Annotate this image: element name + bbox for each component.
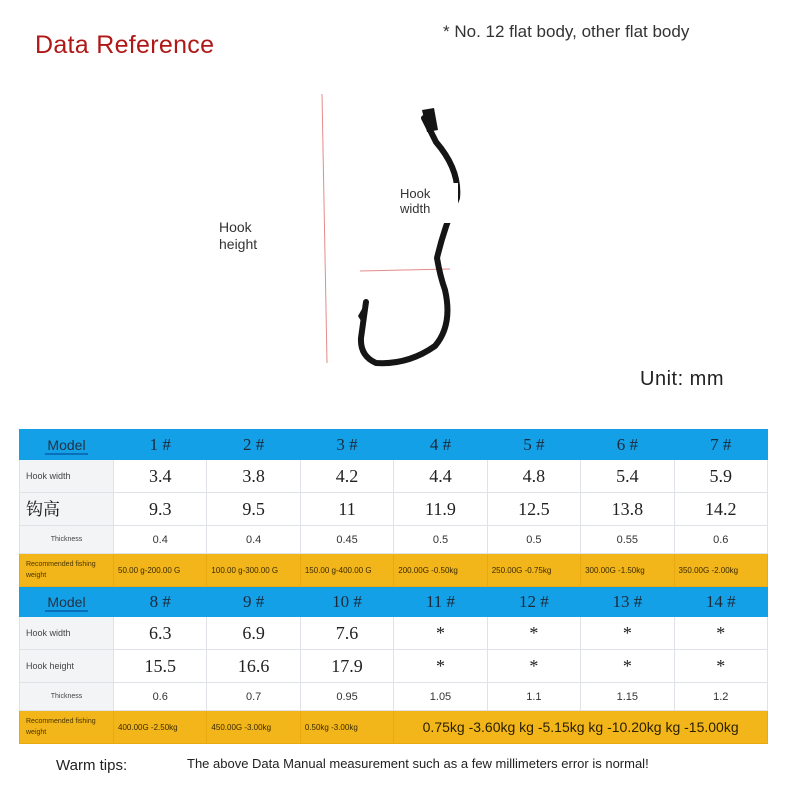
recommended-weight-row (20, 554, 768, 587)
model-cell: 12 # (487, 587, 580, 617)
weight-cell: 300.00G -1.50kg (581, 554, 674, 587)
hook-height-label: Hook height (219, 219, 258, 252)
value-cell: 15.5 (114, 650, 207, 683)
value-cell: 3.4 (114, 460, 207, 493)
row-label: Hook width (20, 460, 114, 493)
model-cell: 1 # (114, 430, 207, 460)
model-header-row (20, 587, 768, 617)
value-cell: 0.6 (114, 683, 207, 711)
value-cell: 1.1 (487, 683, 580, 711)
value-cell: 6.9 (207, 617, 300, 650)
model-cell: 13 # (581, 587, 674, 617)
thickness-row (20, 526, 768, 554)
model-cell: 10 # (300, 587, 393, 617)
value-cell: * (674, 617, 767, 650)
row-label: Thickness (20, 683, 114, 711)
hook-diagram (0, 80, 800, 400)
value-cell: * (581, 650, 674, 683)
row-label: Hook height (20, 650, 114, 683)
value-cell: 0.55 (581, 526, 674, 554)
model-cell: 11 # (394, 587, 487, 617)
value-cell: 1.15 (581, 683, 674, 711)
value-cell: * (394, 617, 487, 650)
value-cell: 0.5 (487, 526, 580, 554)
value-cell: 17.9 (300, 650, 393, 683)
value-cell: * (674, 650, 767, 683)
model-label-cell: Model (20, 430, 114, 460)
model-cell: 6 # (581, 430, 674, 460)
weight-cell: 450.00G -3.00kg (207, 711, 300, 744)
hook-width-row (20, 460, 768, 493)
spec-table (19, 429, 768, 744)
value-cell: 14.2 (674, 493, 767, 526)
row-label: Thickness (20, 526, 114, 554)
value-cell: 16.6 (207, 650, 300, 683)
value-cell: * (487, 617, 580, 650)
model-cell: 5 # (487, 430, 580, 460)
warm-tips-label: Warm tips: (56, 757, 128, 774)
value-cell: 13.8 (581, 493, 674, 526)
model-cell: 14 # (674, 587, 767, 617)
weight-cell: 400.00G -2.50kg (114, 711, 207, 744)
value-cell: 5.9 (674, 460, 767, 493)
model-header-row (20, 430, 768, 460)
hook-height-guide-line (322, 94, 327, 363)
model-cell: 3 # (300, 430, 393, 460)
value-cell: 0.45 (300, 526, 393, 554)
model-cell: 9 # (207, 587, 300, 617)
value-cell: 4.8 (487, 460, 580, 493)
value-cell: 9.5 (207, 493, 300, 526)
hook-width-label: Hook width (400, 186, 431, 216)
weight-cell: 100.00 g-300.00 G (207, 554, 300, 587)
value-cell: 4.2 (300, 460, 393, 493)
model-cell: 7 # (674, 430, 767, 460)
value-cell: 11 (300, 493, 393, 526)
value-cell: 0.6 (674, 526, 767, 554)
model-cell: 4 # (394, 430, 487, 460)
weight-cell: 200.00G -0.50kg (394, 554, 487, 587)
hook-height-row (20, 493, 768, 526)
value-cell: 11.9 (394, 493, 487, 526)
page-title: Data Reference (35, 31, 215, 59)
value-cell: 1.2 (674, 683, 767, 711)
value-cell: 4.4 (394, 460, 487, 493)
value-cell: 0.5 (394, 526, 487, 554)
value-cell: 0.7 (207, 683, 300, 711)
value-cell: 0.4 (114, 526, 207, 554)
weight-merged-cell: 0.75kg -3.60kg kg -5.15kg kg -10.20kg kg -15.00kg (394, 711, 768, 744)
row-label: Hook width (20, 617, 114, 650)
value-cell: 9.3 (114, 493, 207, 526)
warm-tips-text: The above Data Manual measurement such as a few millimeters error is normal! (187, 756, 649, 771)
value-cell: * (487, 650, 580, 683)
value-cell: 7.6 (300, 617, 393, 650)
value-cell: 12.5 (487, 493, 580, 526)
model-cell: 8 # (114, 587, 207, 617)
value-cell: 1.05 (394, 683, 487, 711)
value-cell: 5.4 (581, 460, 674, 493)
value-cell: 0.4 (207, 526, 300, 554)
hook-height-row (20, 650, 768, 683)
row-label: Recommended fishing weight (20, 554, 114, 587)
thickness-row (20, 683, 768, 711)
fish-hook-icon (358, 108, 457, 363)
weight-cell: 150.00 g-400.00 G (300, 554, 393, 587)
hook-diagram-svg (0, 80, 800, 400)
model-label-cell: Model (20, 587, 114, 617)
value-cell: 6.3 (114, 617, 207, 650)
value-cell: * (581, 617, 674, 650)
value-cell: 3.8 (207, 460, 300, 493)
recommended-weight-row (20, 711, 768, 744)
model-cell: 2 # (207, 430, 300, 460)
weight-cell: 50.00 g-200.00 G (114, 554, 207, 587)
row-label: Recommended fishing weight (20, 711, 114, 744)
model-note: * No. 12 flat body, other flat body (443, 22, 690, 41)
value-cell: 0.95 (300, 683, 393, 711)
weight-cell: 0.50kg -3.00kg (300, 711, 393, 744)
row-label: 钩高 (20, 493, 114, 526)
unit-label: Unit: mm (640, 368, 724, 390)
value-cell: * (394, 650, 487, 683)
hook-width-row (20, 617, 768, 650)
weight-cell: 250.00G -0.75kg (487, 554, 580, 587)
weight-cell: 350.00G -2.00kg (674, 554, 767, 587)
